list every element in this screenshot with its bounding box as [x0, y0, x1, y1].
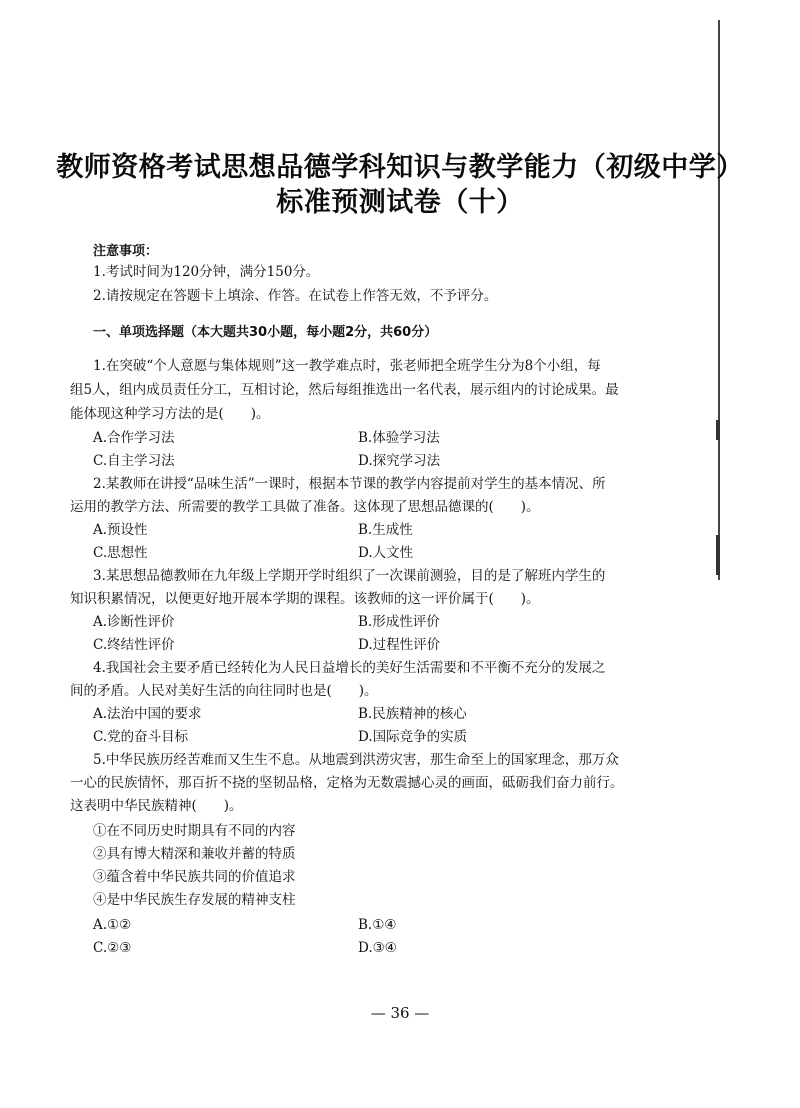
question-2-line: 运用的教学方法、所需要的教学工具做了准备。这体现了思想品德课的( )。	[70, 499, 540, 515]
question-4-line: 间的矛盾。人民对美好生活的向往同时也是( )。	[70, 683, 378, 699]
question-2-option-a: A.预设性	[93, 522, 148, 538]
page-number: — 36 —	[370, 1004, 430, 1022]
question-1-option-a: A.合作学习法	[93, 430, 175, 446]
question-3-option-b: B.形成性评价	[358, 614, 440, 630]
question-5-statement: ②具有博大精深和兼收并蓄的特质	[93, 846, 296, 862]
exam-title-line2: 标准预测试卷（十）	[276, 187, 524, 218]
question-3-option-a: A.诊断性评价	[93, 614, 175, 630]
question-5-statement: ④是中华民族生存发展的精神支柱	[93, 892, 296, 908]
question-3-option-c: C.终结性评价	[93, 637, 175, 653]
question-5-line: 这表明中华民族精神( )。	[70, 798, 243, 814]
question-4-line: 4.我国社会主要矛盾已经转化为人民日益增长的美好生活需要和不平衡不充分的发展之	[93, 660, 606, 676]
question-5-option-d: D.③④	[358, 940, 397, 956]
question-1-option-d: D.探究学习法	[358, 453, 441, 469]
question-5-line: 一心的民族情怀，那百折不挠的坚韧品格，定格为无数震撼心灵的画面，砥砺我们奋力前行。	[70, 775, 624, 791]
question-5-statement: ①在不同历史时期具有不同的内容	[93, 823, 296, 839]
binding-edge-mark	[716, 535, 720, 575]
question-1-line: 组5人，组内成员责任分工，互相讨论，然后每组推选出一名代表，展示组内的讨论成果。最	[70, 382, 619, 398]
question-4-option-c: C.党的奋斗目标	[93, 729, 189, 745]
question-2-option-d: D.人文性	[358, 545, 414, 561]
question-5-option-b: B.①④	[358, 917, 397, 933]
binding-edge-mark	[716, 420, 720, 440]
question-5-line: 5.中华民族历经苦难而又生生不息。从地震到洪涝灾害，那生命至上的国家理念，那万众	[93, 752, 619, 768]
question-1-line: 能体现这种学习方法的是( )。	[70, 406, 270, 422]
section-heading: 一、单项选择题（本大题共30小题，每小题2分，共60分）	[93, 325, 438, 340]
question-5-statement: ③蕴含着中华民族共同的价值追求	[93, 869, 296, 885]
question-2-line: 2.某教师在讲授“品味生活”一课时，根据本节课的教学内容提前对学生的基本情况、所	[93, 476, 606, 492]
question-3-line: 知识积累情况，以便更好地开展本学期的课程。该教师的这一评价属于( )。	[70, 591, 540, 607]
question-3-line: 3.某思想品德教师在九年级上学期开学时组织了一次课前测验，目的是了解班内学生的	[93, 568, 606, 584]
question-4-option-d: D.国际竞争的实质	[358, 729, 468, 745]
notice-item: 1.考试时间为120分钟，满分150分。	[93, 264, 320, 280]
question-2-option-b: B.生成性	[358, 522, 413, 538]
notice-heading: 注意事项：	[93, 244, 159, 259]
question-4-option-a: A.法治中国的要求	[93, 706, 202, 722]
notice-item: 2.请按规定在答题卡上填涂、作答。在试卷上作答无效，不予评分。	[93, 288, 498, 304]
question-4-option-b: B.民族精神的核心	[358, 706, 467, 722]
question-5-option-a: A.①②	[93, 917, 132, 933]
exam-title-line1: 教师资格考试思想品德学科知识与教学能力（初级中学）	[56, 152, 744, 183]
binding-edge-line	[718, 20, 720, 580]
question-1-line: 1.在突破“个人意愿与集体规则”这一教学难点时，张老师把全班学生分为8个小组，每	[93, 358, 601, 374]
question-1-option-c: C.自主学习法	[93, 453, 175, 469]
question-5-option-c: C.②③	[93, 940, 132, 956]
question-2-option-c: C.思想性	[93, 545, 148, 561]
question-3-option-d: D.过程性评价	[358, 637, 441, 653]
question-1-option-b: B.体验学习法	[358, 430, 440, 446]
